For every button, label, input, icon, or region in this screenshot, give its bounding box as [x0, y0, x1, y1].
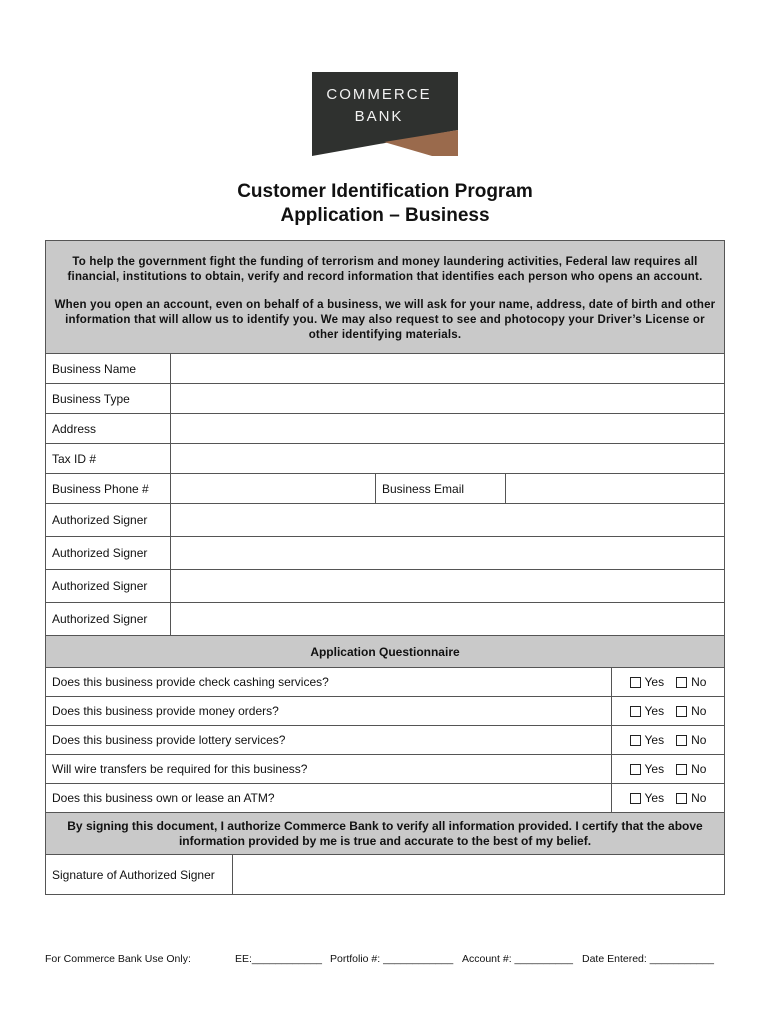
checkbox-icon[interactable] — [630, 793, 641, 804]
yes-option[interactable] — [630, 791, 665, 805]
question-text: Does this business provide check cashing services? — [46, 668, 612, 696]
checkbox-icon[interactable] — [676, 735, 687, 746]
no-option[interactable] — [676, 675, 706, 689]
question-row — [46, 668, 724, 697]
portfolio-field[interactable]: Portfolio #: ____________ — [330, 953, 454, 965]
tax-id-field[interactable] — [171, 444, 724, 473]
no-label: No — [691, 675, 707, 689]
yes-option[interactable] — [630, 762, 665, 776]
authorized-signer-label: Authorized Signer — [46, 603, 171, 635]
business-type-label: Business Type — [46, 384, 171, 413]
question-row — [46, 755, 724, 784]
intro-notice — [46, 241, 724, 354]
questionnaire-heading: Application Questionnaire — [310, 644, 460, 659]
yes-option[interactable] — [630, 733, 665, 747]
tax-id-label: Tax ID # — [46, 444, 171, 473]
address-field[interactable] — [171, 414, 724, 443]
checkbox-icon[interactable] — [676, 677, 687, 688]
yes-label: Yes — [644, 762, 665, 776]
checkbox-icon[interactable] — [630, 706, 641, 717]
yes-label: Yes — [644, 704, 665, 718]
business-email-label: Business Email — [376, 474, 506, 503]
logo-line-2: BANK — [354, 108, 404, 125]
business-name-row — [46, 354, 724, 384]
authorization-row — [46, 813, 724, 855]
account-field[interactable]: Account #: __________ — [462, 953, 573, 965]
yes-no-options — [612, 755, 724, 783]
yes-label: Yes — [644, 791, 665, 805]
question-text: Does this business provide money orders? — [46, 697, 612, 725]
yes-option[interactable] — [630, 704, 665, 718]
signature-row — [46, 855, 724, 894]
business-email-field[interactable] — [506, 474, 724, 503]
yes-label: Yes — [644, 733, 665, 747]
checkbox-icon[interactable] — [676, 793, 687, 804]
authorized-signer-field[interactable] — [171, 504, 724, 536]
question-text: Does this business own or lease an ATM? — [46, 784, 612, 812]
page-title — [0, 180, 770, 228]
commerce-bank-logo — [312, 72, 459, 156]
business-phone-label: Business Phone # — [46, 474, 171, 503]
authorized-signer-field[interactable] — [171, 537, 724, 569]
authorized-signer-label: Authorized Signer — [46, 504, 171, 536]
business-name-field[interactable] — [171, 354, 724, 383]
authorization-statement: By signing this document, I authorize Commerce Bank to verify all information provided. I certify that the above information provided by me is true and accurate to the best of my belief. — [67, 819, 703, 848]
intro-paragraph-1: To help the government fight the funding of terrorism and money laundering activities, Federal law requires all financial, institutions to obtain, verify and record information that identifies each person who opens an account. — [67, 256, 703, 283]
business-name-label: Business Name — [46, 354, 171, 383]
authorized-signer-label: Authorized Signer — [46, 570, 171, 602]
no-label: No — [691, 791, 707, 805]
question-row — [46, 784, 724, 813]
authorized-signer-field[interactable] — [171, 570, 724, 602]
intro-paragraph-2: When you open an account, even on behalf of a business, we will ask for your name, address, date of birth and other information that will allow us to identify you. We may also request to see and photocopy your Driver’s License or other identifying materials. — [54, 299, 716, 341]
question-row — [46, 726, 724, 755]
date-entered-field[interactable]: Date Entered: ___________ — [582, 953, 714, 965]
authorized-signer-row — [46, 504, 724, 537]
no-option[interactable] — [676, 762, 706, 776]
tax-id-row — [46, 444, 724, 474]
signature-label: Signature of Authorized Signer — [46, 855, 233, 894]
yes-label: Yes — [644, 675, 665, 689]
business-phone-field[interactable] — [171, 474, 376, 503]
checkbox-icon[interactable] — [630, 735, 641, 746]
signature-field[interactable] — [233, 855, 724, 894]
authorized-signer-label: Authorized Signer — [46, 537, 171, 569]
no-label: No — [691, 733, 707, 747]
checkbox-icon[interactable] — [630, 677, 641, 688]
bank-use-only-label: For Commerce Bank Use Only: — [45, 953, 191, 965]
question-row — [46, 697, 724, 726]
yes-option[interactable] — [630, 675, 665, 689]
business-type-field[interactable] — [171, 384, 724, 413]
no-option[interactable] — [676, 791, 706, 805]
title-line-1: Customer Identification Program — [237, 181, 533, 202]
questionnaire-heading-row — [46, 636, 724, 668]
logo-line-1: COMMERCE — [326, 86, 432, 103]
authorized-signer-row — [46, 537, 724, 570]
checkbox-icon[interactable] — [630, 764, 641, 775]
title-line-2: Application – Business — [280, 205, 490, 226]
yes-no-options — [612, 668, 724, 696]
authorized-signer-field[interactable] — [171, 603, 724, 635]
phone-email-row — [46, 474, 724, 504]
question-text: Does this business provide lottery services? — [46, 726, 612, 754]
business-type-row — [46, 384, 724, 414]
no-label: No — [691, 762, 707, 776]
address-label: Address — [46, 414, 171, 443]
yes-no-options — [612, 784, 724, 812]
checkbox-icon[interactable] — [676, 764, 687, 775]
no-label: No — [691, 704, 707, 718]
checkbox-icon[interactable] — [676, 706, 687, 717]
yes-no-options — [612, 726, 724, 754]
address-row — [46, 414, 724, 444]
no-option[interactable] — [676, 733, 706, 747]
authorized-signer-row — [46, 603, 724, 636]
logo-text — [312, 84, 446, 128]
application-form — [45, 240, 725, 895]
ee-field[interactable]: EE:____________ — [235, 953, 322, 965]
no-option[interactable] — [676, 704, 706, 718]
question-text: Will wire transfers be required for this business? — [46, 755, 612, 783]
authorized-signer-row — [46, 570, 724, 603]
yes-no-options — [612, 697, 724, 725]
